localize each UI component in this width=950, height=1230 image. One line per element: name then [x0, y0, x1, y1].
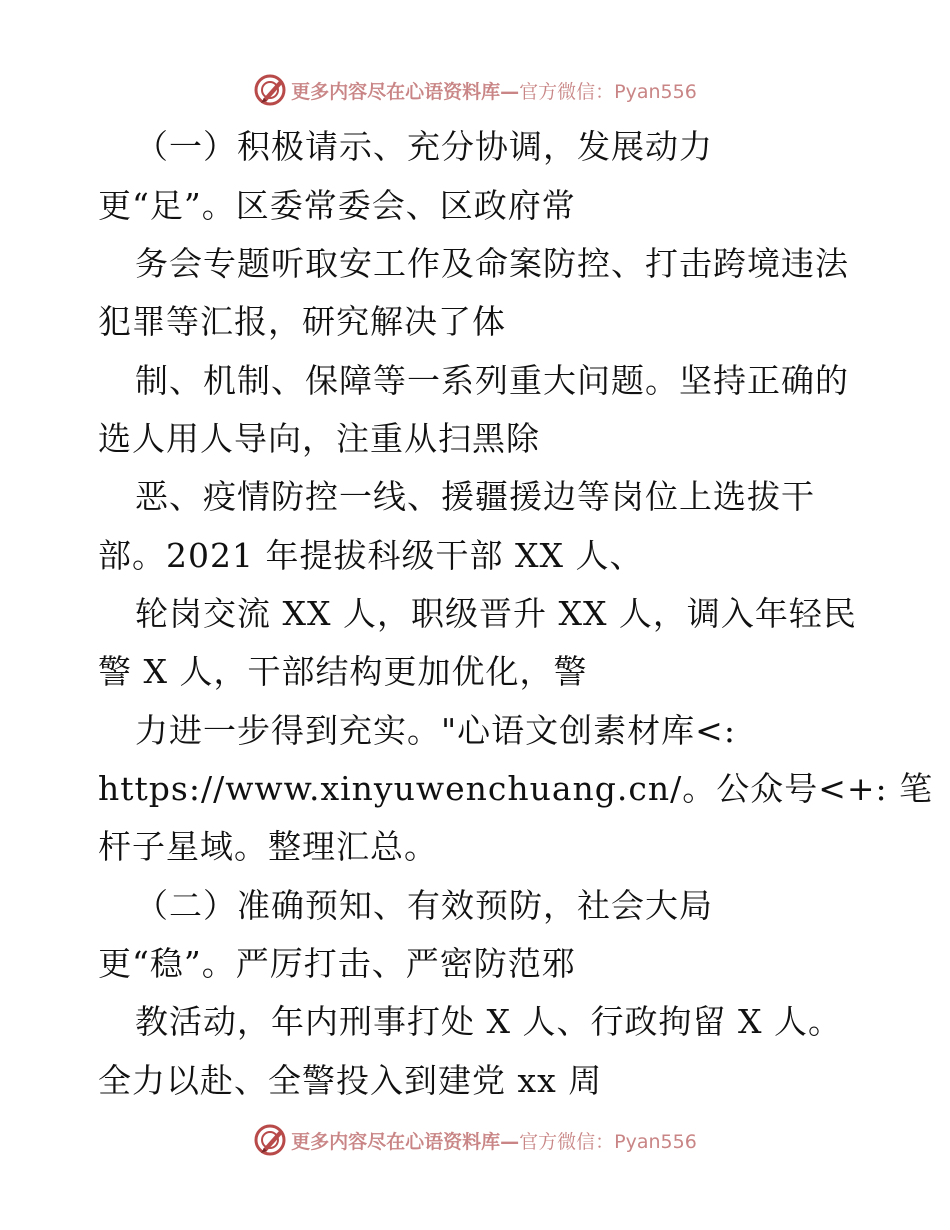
paragraph-line: 制、机制、保障等一系列重大问题。坚持正确的 — [135, 361, 849, 400]
paragraph-line: 杆子星域。整理汇总。 — [98, 827, 438, 866]
watermark-trail: 官方微信：Pyan556 — [519, 1130, 697, 1153]
logo-icon — [253, 73, 287, 107]
watermark-text — [291, 77, 697, 104]
logo-icon — [253, 1123, 287, 1157]
paragraph-line: 警 X 人，干部结构更加优化，警 — [98, 652, 588, 691]
watermark-lead: 更多内容尽在心语资料库— — [291, 80, 520, 103]
paragraph-line: （二）准确预知、有效预防，社会大局 — [135, 886, 713, 925]
paragraph-line: 更“足”。区委常委会、区政府常 — [98, 186, 576, 225]
paragraph-line: 全力以赴、全警投入到建党 xx 周 — [98, 1061, 603, 1100]
paragraph-line: 更“稳”。严厉打击、严密防范邪 — [98, 944, 576, 983]
watermark-footer — [0, 1120, 950, 1160]
watermark-trail: 官方微信：Pyan556 — [519, 80, 697, 103]
paragraph-line: 部。2021 年提拔科级干部 XX 人、 — [98, 536, 644, 575]
watermark-header — [0, 70, 950, 110]
paragraph-line: 轮岗交流 XX 人，职级晋升 XX 人，调入年轻民 — [135, 594, 857, 633]
paragraph-line: https://www.xinyuwenchuang.cn/。公众号<+: 笔 — [98, 769, 934, 808]
watermark-text — [291, 1127, 697, 1154]
paragraph-line: 犯罪等汇报，研究解决了体 — [98, 302, 506, 341]
paragraph-line: 恶、疫情防控一线、援疆援边等岗位上选拔干 — [135, 477, 815, 516]
paragraph-line: （一）积极请示、充分协调，发展动力 — [135, 127, 713, 166]
watermark-lead: 更多内容尽在心语资料库— — [291, 1130, 520, 1153]
paragraph-line: 务会专题听取安工作及命案防控、打击跨境违法 — [135, 244, 849, 283]
paragraph-line: 力进一步得到充实。"心语文创素材库<: — [135, 711, 736, 750]
paragraph-line: 选人用人导向，注重从扫黑除 — [98, 419, 540, 458]
paragraph-line: 教活动，年内刑事打处 X 人、行政拘留 X 人。 — [135, 1002, 842, 1041]
